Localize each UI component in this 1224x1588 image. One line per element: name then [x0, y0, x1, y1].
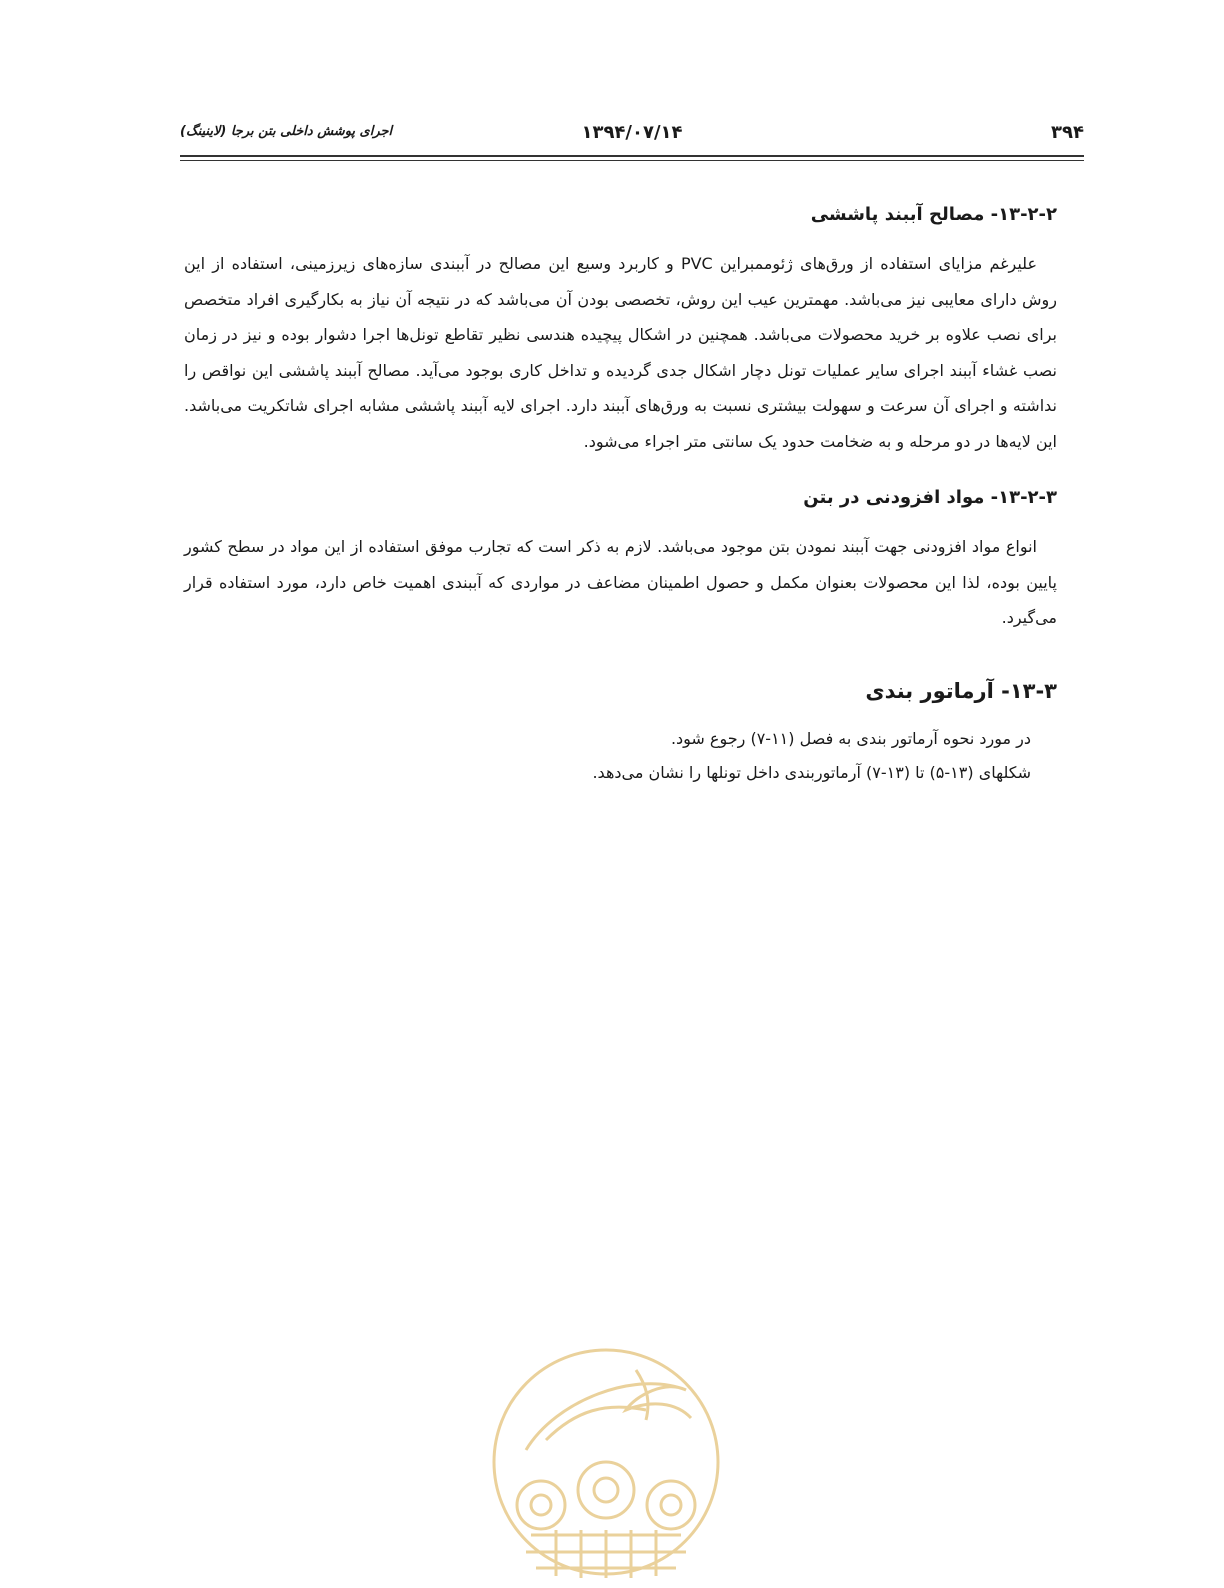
section-line: در مورد نحوه آرماتور بندی به فصل (۱۱-۷) رجوع شود. — [670, 728, 1031, 748]
page-body — [184, 200, 1057, 790]
section-line: شکلهای (۱۳-۵) تا (۱۳-۷) آرماتوربندی داخل تونلها را نشان می‌دهد. — [592, 762, 1031, 782]
section-heading: ۱۳-۲-۳- مواد افزودنی در بتن — [803, 487, 1057, 508]
header-title: اجرای پوشش داخلی بتن برجا (لاینینگ) — [180, 124, 393, 139]
header-date: ۱۳۹۴/۰۷/۱۴ — [581, 122, 683, 143]
section-paragraph: انواع مواد افزودنی جهت آببند نمودن بتن موجود می‌باشد. لازم به ذکر است که تجارب موفق استفاده از این مواد در سطح کشور پایین بوده، لذا این محصولات بعنوان مکمل و حصول اطمینان مضاعف در مواردی که آببندی اهمیت خاص دارد، مورد استفاده قرار می‌گیرد. — [184, 537, 1057, 627]
section-sprayed-waterproofing — [184, 200, 1057, 459]
section-heading: ۱۳-۲-۲- مصالح آببند پاششی — [810, 204, 1057, 225]
header-rule-thin — [180, 160, 1084, 161]
section-reinforcement — [184, 676, 1057, 790]
section-heading: ۱۳-۳- آرماتور بندی — [865, 678, 1057, 703]
circular-seal-logo-icon — [486, 1340, 726, 1584]
section-concrete-admixtures — [184, 483, 1057, 636]
page-number: ۳۹۴ — [1051, 122, 1084, 143]
running-header — [180, 122, 1084, 146]
header-rule — [180, 155, 1084, 157]
section-paragraph: علیرغم مزایای استفاده از ورق‌های ژئوممبراین PVC و کاربرد وسیع این مصالح در آببندی سازه‌های زیرزمینی، استفاده از این روش دارای معایبی نیز می‌باشد. مهمترین عیب این روش، تخصصی بودن آن می‌باشد که در نتیجه آن نیاز به بکارگیری افراد متخصص برای نصب علاوه بر خرید محصولات می‌باشد. همچنین در اشکال پیچیده هندسی نظیر تقاطع تونل‌ها اجرا دشوار بوده و نیز در زمان نصب غشاء آببند اجرای سایر عملیات تونل دچار اشکال جدی گردیده و تداخل کاری بوجود می‌آید. مصالح آببند پاششی این نواقص را نداشته و اجرای آن سرعت و سهولت بیشتری نسبت به ورق‌های آببند دارد. اجرای لایه آببند پاششی مشابه اجرای شاتکریت می‌باشد. این لایه‌ها در دو مرحله و به ضخامت حدود یک سانتی متر اجراء می‌شود. — [184, 254, 1057, 451]
